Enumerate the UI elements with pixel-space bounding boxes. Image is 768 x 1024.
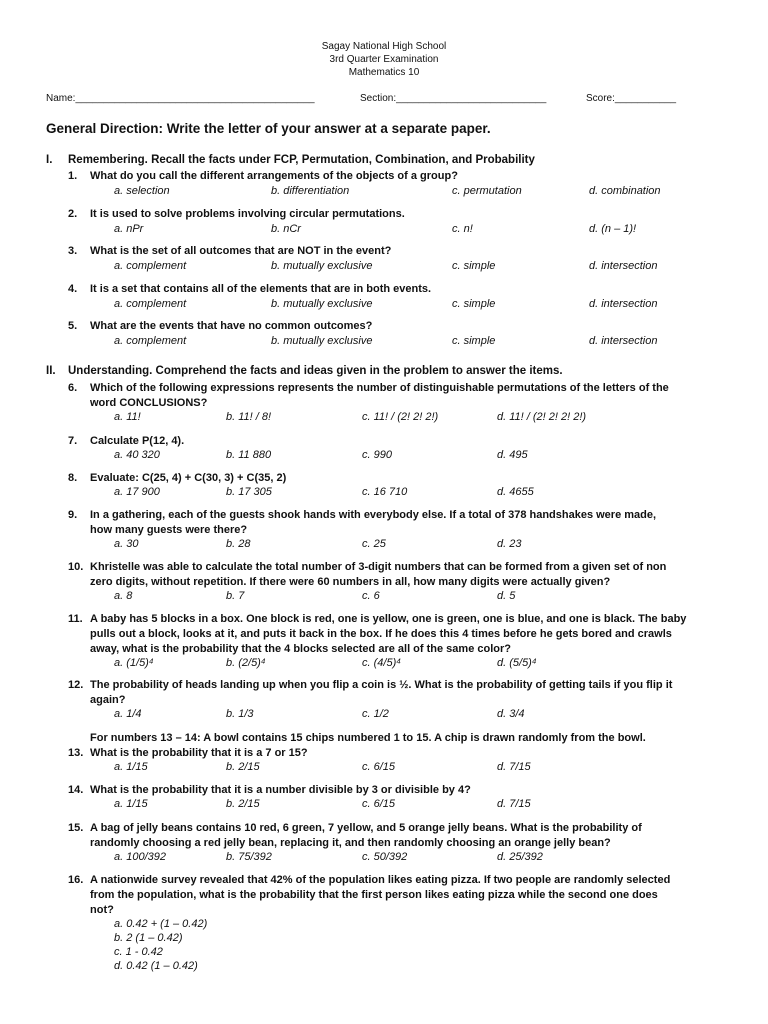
question-number: 12.: [68, 679, 84, 691]
option-d: d. intersection: [589, 260, 658, 272]
question-text-line-2: from the population, what is the probability that the first person likes eating pizza while the second one does: [90, 889, 658, 901]
question-number: 15.: [68, 822, 84, 834]
section-field: Section:___________________________: [360, 93, 547, 104]
question-text-line-1: In a gathering, each of the guests shook hands with everybody else. If a total of 378 handshakes were made,: [90, 509, 657, 521]
option-a: a. 1/4: [114, 708, 142, 720]
question-number: 4.: [68, 283, 78, 295]
option-c: c. 6/15: [362, 798, 396, 810]
question-number: 14.: [68, 784, 84, 796]
option-d: d. intersection: [589, 335, 658, 347]
option-c: c. simple: [452, 335, 496, 347]
question-number: 1.: [68, 170, 78, 182]
option-a: a. complement: [114, 298, 187, 310]
subject-title: Mathematics 10: [348, 67, 420, 78]
option-d: d. 5: [497, 590, 516, 602]
option-c: c. 16 710: [362, 486, 408, 498]
question-number: 6.: [68, 382, 78, 394]
option-b: b. nCr: [271, 223, 301, 235]
option-c: c. 50/392: [362, 851, 408, 863]
option-d: d. 11! / (2! 2! 2! 2!): [497, 411, 587, 423]
option-a: a. 1/15: [114, 798, 148, 810]
part-1-numeral: I.: [46, 154, 53, 166]
question-text-line-2: again?: [90, 694, 126, 706]
option-d: d. intersection: [589, 298, 658, 310]
question-text-line-1: A bag of jelly beans contains 10 red, 6 green, 7 yellow, and 5 orange jelly beans. What is the probability of: [90, 822, 642, 834]
option-b: b. 1/3: [226, 708, 254, 720]
score-field: Score:___________: [586, 93, 677, 104]
option-d: d. (n – 1)!: [589, 223, 637, 235]
option-d: d. 25/392: [497, 851, 543, 863]
question-text-line-2: randomly choosing a red jelly bean, replacing it, and then randomly choosing an orange jelly bean?: [90, 837, 611, 849]
part-2-numeral: II.: [46, 365, 56, 377]
option-b: b. 2/15: [226, 798, 260, 810]
option-d: d. 495: [497, 449, 528, 461]
option-d: d. 23: [497, 538, 522, 550]
option-a: a. 17 900: [114, 486, 160, 498]
option-d: d. 3/4: [497, 708, 525, 720]
question-text-line-2: pulls out a block, looks at it, and puts it back in the box. If he does this 4 times before he gets bored and crawls: [90, 628, 672, 640]
option-c: c. 25: [362, 538, 386, 550]
option-b: b. 11 880: [226, 449, 272, 461]
question-text-line-2: word CONCLUSIONS?: [90, 397, 208, 409]
question-number: 13.: [68, 747, 84, 759]
option-a: a. complement: [114, 335, 187, 347]
option-a: a. 11!: [114, 411, 141, 423]
question-text-line-3: not?: [90, 904, 114, 916]
name-field: Name:___________________________________________: [46, 93, 315, 104]
option-b: b. 2 (1 – 0.42): [114, 932, 183, 944]
question-number: 16.: [68, 874, 84, 886]
option-b: b. 2/15: [226, 761, 260, 773]
question-number: 7.: [68, 435, 78, 447]
question-text-line-1: The probability of heads landing up when you flip a coin is ½. What is the probability of getting tails if you flip it: [90, 679, 673, 691]
option-c: c. (4/5)⁴: [362, 657, 401, 669]
option-a: a. 0.42 + (1 – 0.42): [114, 918, 208, 930]
option-c: c. 6: [362, 590, 380, 602]
option-d: d. 7/15: [497, 798, 531, 810]
option-b: b. (2/5)⁴: [226, 657, 266, 669]
question-text-line-2: how many guests were there?: [90, 524, 248, 536]
option-d: d. 7/15: [497, 761, 531, 773]
question-text: What do you call the different arrangements of the objects of a group?: [90, 170, 458, 182]
question-number: 3.: [68, 245, 78, 257]
option-c: c. 990: [362, 449, 392, 461]
option-b: b. 17 305: [226, 486, 272, 498]
option-b: b. 11! / 8!: [226, 411, 272, 423]
part-2-title: Understanding. Comprehend the facts and ideas given in the problem to answer the items.: [68, 365, 563, 377]
option-b: b. differentiation: [271, 185, 350, 197]
question-text-line-1: A baby has 5 blocks in a box. One block is red, one is yellow, one is green, one is blue, and one is black. The baby: [90, 613, 687, 625]
option-c: c. simple: [452, 260, 496, 272]
instruction-13-14: For numbers 13 – 14: A bowl contains 15 chips numbered 1 to 15. A chip is drawn randomly from the bowl.: [90, 732, 646, 744]
option-a: a. 1/15: [114, 761, 148, 773]
question-text: What is the probability that it is a 7 or 15?: [90, 747, 308, 759]
question-number: 2.: [68, 208, 78, 220]
option-d: d. combination: [589, 185, 661, 197]
question-text-line-3: away, what is the probability that the 4 blocks selected are all of the same color?: [90, 643, 511, 655]
question-number: 11.: [68, 613, 83, 625]
option-a: a. complement: [114, 260, 187, 272]
option-d: d. 0.42 (1 – 0.42): [114, 960, 198, 972]
option-b: b. mutually exclusive: [271, 335, 373, 347]
option-b: b. 75/392: [226, 851, 272, 863]
question-text-line-2: zero digits, without repetition. If there were 60 numbers in all, how many digits were actually given?: [90, 576, 611, 588]
option-b: b. 7: [226, 590, 245, 602]
option-d: d. (5/5)⁴: [497, 657, 537, 669]
option-a: a. 100/392: [114, 851, 166, 863]
question-text: Evaluate: C(25, 4) + C(30, 3) + C(35, 2): [90, 472, 287, 484]
question-text-line-1: Which of the following expressions represents the number of distinguishable permutations of the letters of the: [90, 382, 669, 394]
option-a: a. 8: [114, 590, 133, 602]
option-a: a. 40 320: [114, 449, 160, 461]
option-d: d. 4655: [497, 486, 534, 498]
question-text: What is the set of all outcomes that are NOT in the event?: [90, 245, 392, 257]
exam-title: 3rd Quarter Examination: [329, 54, 439, 65]
option-c: c. 1 - 0.42: [114, 946, 163, 958]
question-number: 8.: [68, 472, 78, 484]
option-a: a. 30: [114, 538, 139, 550]
general-direction: General Direction: Write the letter of your answer at a separate paper.: [46, 121, 491, 136]
school-name: Sagay National High School: [321, 41, 447, 52]
question-number: 9.: [68, 509, 78, 521]
question-text-line-1: A nationwide survey revealed that 42% of the population likes eating pizza. If two people are randomly selected: [90, 874, 671, 886]
question-number: 10.: [68, 561, 84, 573]
option-c: c. permutation: [452, 185, 522, 197]
question-number: 5.: [68, 320, 78, 332]
option-b: b. mutually exclusive: [271, 298, 373, 310]
option-a: a. selection: [114, 185, 170, 197]
option-a: a. nPr: [114, 223, 144, 235]
question-text: It is used to solve problems involving circular permutations.: [90, 208, 405, 220]
option-c: c. 1/2: [362, 708, 389, 720]
option-c: c. 6/15: [362, 761, 396, 773]
question-text: Calculate P(12, 4).: [90, 435, 185, 447]
question-text: It is a set that contains all of the elements that are in both events.: [90, 283, 432, 295]
question-text: What are the events that have no common outcomes?: [90, 320, 373, 332]
question-text-line-1: Khristelle was able to calculate the total number of 3-digit numbers that can be formed from a given set of non: [90, 561, 667, 573]
option-c: c. 11! / (2! 2! 2!): [362, 411, 439, 423]
option-a: a. (1/5)⁴: [114, 657, 154, 669]
option-b: b. mutually exclusive: [271, 260, 373, 272]
option-b: b. 28: [226, 538, 251, 550]
option-c: c. n!: [452, 223, 473, 235]
question-text: What is the probability that it is a number divisible by 3 or divisible by 4?: [90, 784, 471, 796]
option-c: c. simple: [452, 298, 496, 310]
part-1-title: Remembering. Recall the facts under FCP, Permutation, Combination, and Probability: [68, 154, 535, 166]
